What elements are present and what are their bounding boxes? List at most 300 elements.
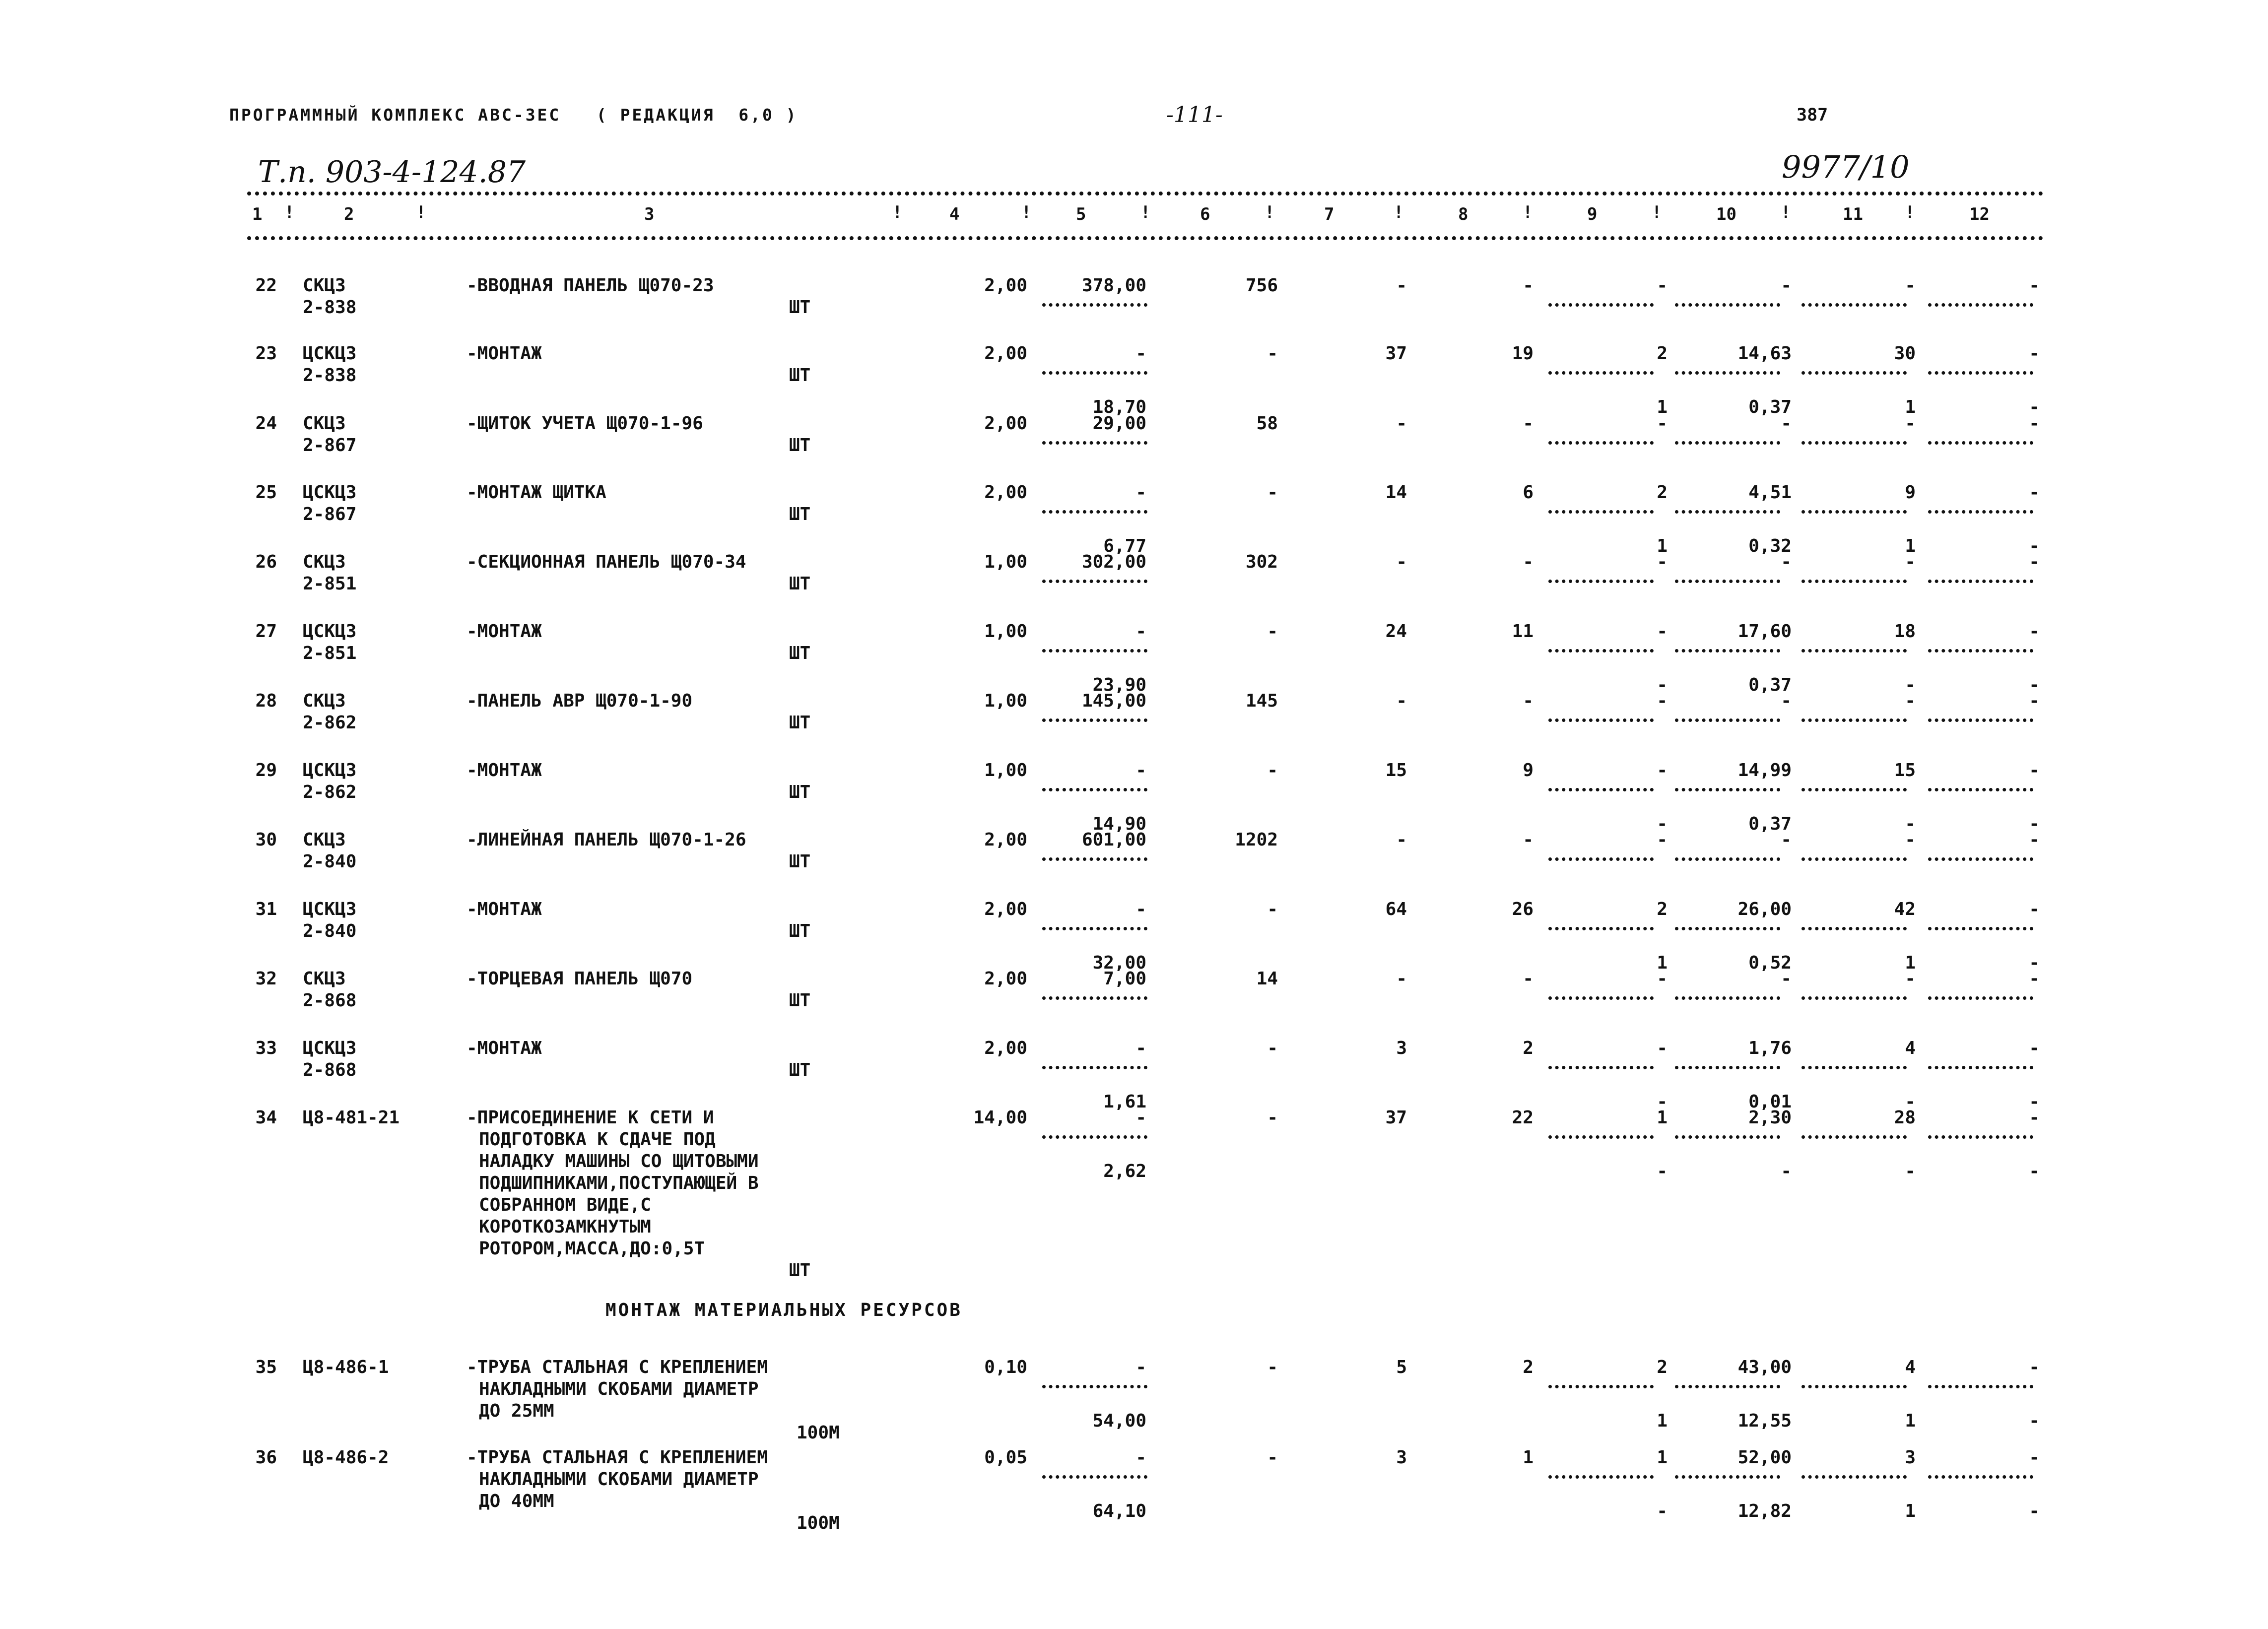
row-col8: 22 [1512,1108,1534,1128]
row-col5-top: - [1135,482,1146,503]
row-c12-top: - [2029,760,2040,781]
cell-divider [1675,857,1780,861]
row-c12-top: - [2029,899,2040,919]
row-c12-bottom: - [2029,1411,2040,1431]
row-c9-top: - [1657,830,1668,850]
row-col6: 756 [1245,275,1278,296]
row-description: ПОДШИПНИКАМИ,ПОСТУПАЮЩЕЙ В [479,1173,759,1193]
row-col5-top: - [1135,1038,1146,1058]
row-description: -МОНТАЖ [467,343,542,364]
cell-divider [1928,441,2033,445]
cell-divider [1928,649,2033,652]
column-separator: ! [416,202,426,222]
row-col6: 145 [1245,691,1278,711]
row-number: 29 [255,760,277,781]
column-number-11: 11 [1843,204,1863,224]
row-code-sub: 2-851 [303,643,357,663]
row-c10-bottom: 0,52 [1748,953,1792,973]
row-c10-bottom: - [1781,1161,1792,1181]
row-col5-top: - [1135,1447,1146,1468]
row-description: -ТРУБА СТАЛЬНАЯ С КРЕПЛЕНИЕМ [467,1447,768,1468]
row-c9-top: 2 [1657,899,1668,919]
row-c10-top: - [1781,830,1792,850]
row-number: 33 [255,1038,277,1058]
cell-divider [1548,1385,1654,1388]
row-code-sub: 2-862 [303,713,357,733]
row-col5-top: - [1135,760,1146,781]
row-col5-top: 145,00 [1081,691,1146,711]
row-unit: ШТ [789,504,811,524]
row-col7: 24 [1385,621,1407,642]
row-number: 30 [255,830,277,850]
row-number: 34 [255,1108,277,1128]
program-header: ПРОГРАММНЫЙ КОМПЛЕКС АВС-ЗЕС ( РЕДАКЦИЯ 6,0 ) [229,105,798,125]
row-col7: 37 [1385,1108,1407,1128]
row-c12-top: - [2029,1447,2040,1468]
column-separator: ! [1021,202,1032,222]
row-c9-top: 1 [1657,1108,1668,1128]
row-unit: ШТ [789,643,811,663]
cell-divider [1548,649,1654,652]
row-col7: 5 [1396,1357,1407,1377]
cell-divider [1675,510,1780,514]
row-c9-top: - [1657,691,1668,711]
cell-divider [1548,303,1654,307]
row-code: Ц8-486-2 [303,1447,389,1468]
column-separator: ! [892,202,903,222]
row-c10-bottom: 0,01 [1748,1092,1792,1112]
row-c11-bottom: 1 [1905,1501,1916,1521]
row-quantity: 2,00 [984,899,1027,919]
column-separator: ! [284,202,295,222]
row-col8: 26 [1512,899,1534,919]
row-description: НАКЛАДНЫМИ СКОБАМИ ДИАМЕТР [479,1469,759,1490]
row-c10-bottom: 12,82 [1737,1501,1792,1521]
cell-divider [1928,510,2033,514]
row-c11-top: 15 [1894,760,1916,781]
row-c11-top: - [1905,552,1916,572]
row-code-sub: 2-867 [303,435,357,456]
cell-divider [1801,303,1907,307]
document-number: 9977/10 [1782,149,1910,185]
row-c9-top: 2 [1657,1357,1668,1377]
row-description: -СЕКЦИОННАЯ ПАНЕЛЬ Щ070-34 [467,552,746,572]
row-col6: - [1267,1108,1278,1128]
row-col5-bottom: 32,00 [1092,953,1146,973]
row-code: ЦСКЦ3 [303,621,357,642]
row-number: 27 [255,621,277,642]
row-col8: 1 [1523,1447,1534,1468]
row-unit: ШТ [789,574,811,594]
row-c12-top: - [2029,1038,2040,1058]
cell-divider [1042,1385,1147,1388]
row-c10-top: - [1781,275,1792,296]
row-c10-bottom: 0,37 [1748,397,1792,417]
row-code-sub: 2-840 [303,851,357,872]
row-unit: ШТ [789,990,811,1011]
cell-divider [1801,510,1907,514]
row-unit: ШТ [789,782,811,802]
row-description: -МОНТАЖ [467,899,542,919]
cell-divider [1675,788,1780,791]
column-number-10: 10 [1716,204,1736,224]
row-c10-top: 2,30 [1748,1108,1792,1128]
row-col7: 15 [1385,760,1407,781]
column-separator: ! [1523,202,1533,222]
row-unit: ШТ [789,851,811,872]
column-separator: ! [1394,202,1404,222]
row-col5-top: - [1135,1108,1146,1128]
column-separator: ! [1905,202,1915,222]
cell-divider [1801,441,1907,445]
row-col6: 58 [1256,413,1278,434]
row-col5-bottom: 14,90 [1092,814,1146,834]
cell-divider [1675,441,1780,445]
row-col7: 3 [1396,1038,1407,1058]
row-col6: - [1267,343,1278,364]
row-col6: - [1267,1357,1278,1377]
cell-divider [1928,1066,2033,1069]
cell-divider [1675,580,1780,583]
row-quantity: 1,00 [984,552,1027,572]
cell-divider [1801,1385,1907,1388]
row-col7: - [1396,691,1407,711]
cell-divider [1548,1135,1654,1139]
row-col5-top: - [1135,343,1146,364]
row-c11-bottom: 1 [1905,536,1916,556]
cell-divider [1675,927,1780,930]
cell-divider [1548,996,1654,1000]
row-c11-top: 4 [1905,1038,1916,1058]
row-unit: ШТ [789,1260,811,1281]
row-c12-top: - [2029,691,2040,711]
row-col5-bottom: 54,00 [1092,1411,1146,1431]
row-c9-bottom: - [1657,1161,1668,1181]
row-col5-top: 29,00 [1092,413,1146,434]
row-c11-top: 30 [1894,343,1916,364]
column-separator: ! [1140,202,1151,222]
row-description: -ТРУБА СТАЛЬНАЯ С КРЕПЛЕНИЕМ [467,1357,768,1377]
cell-divider [1801,580,1907,583]
row-c10-top: 1,76 [1748,1038,1792,1058]
row-code-sub: 2-868 [303,1060,357,1080]
row-c10-top: 4,51 [1748,482,1792,503]
cell-divider [1801,857,1907,861]
column-separator: ! [1652,202,1662,222]
cell-divider [1548,1066,1654,1069]
row-col6: - [1267,760,1278,781]
row-c12-top: - [2029,413,2040,434]
row-description: -ЛИНЕЙНАЯ ПАНЕЛЬ Щ070-1-26 [467,830,746,850]
row-number: 32 [255,969,277,989]
cell-divider [1042,580,1147,583]
row-c10-bottom: 12,55 [1737,1411,1792,1431]
row-col5-bottom: 2,62 [1103,1161,1146,1181]
row-c9-top: 1 [1657,1447,1668,1468]
row-code: СКЦ3 [303,969,346,989]
row-number: 22 [255,275,277,296]
row-col8: 2 [1523,1038,1534,1058]
row-c9-top: 2 [1657,482,1668,503]
row-c12-bottom: - [2029,814,2040,834]
cell-divider [1548,857,1654,861]
cell-divider [1928,996,2033,1000]
row-col5-top: 7,00 [1103,969,1146,989]
cell-divider [1928,371,2033,375]
cell-divider [1042,1475,1147,1479]
row-code-sub: 2-868 [303,990,357,1011]
row-description: ПОДГОТОВКА К СДАЧЕ ПОД [479,1129,716,1150]
row-quantity: 0,05 [984,1447,1027,1468]
row-col7: 3 [1396,1447,1407,1468]
row-col5-top: 378,00 [1081,275,1146,296]
cell-divider [1042,1135,1147,1139]
cell-divider [1801,1066,1907,1069]
row-c9-bottom: - [1657,814,1668,834]
row-c9-top: - [1657,969,1668,989]
row-c10-top: 14,99 [1737,760,1792,781]
row-col5-top: 302,00 [1081,552,1146,572]
row-c12-top: - [2029,621,2040,642]
row-code-sub: 2-840 [303,921,357,941]
row-c12-top: - [2029,552,2040,572]
cell-divider [1548,371,1654,375]
row-c12-top: - [2029,969,2040,989]
row-col7: 14 [1385,482,1407,503]
row-number: 26 [255,552,277,572]
row-c11-top: - [1905,275,1916,296]
column-number-9: 9 [1587,204,1598,224]
row-c10-bottom: 0,37 [1748,814,1792,834]
row-c10-top: 14,63 [1737,343,1792,364]
row-col5-top: - [1135,621,1146,642]
row-c11-top: - [1905,413,1916,434]
row-c9-bottom: - [1657,1092,1668,1112]
row-c10-top: 43,00 [1737,1357,1792,1377]
row-col7: - [1396,413,1407,434]
row-quantity: 1,00 [984,621,1027,642]
row-col7: - [1396,275,1407,296]
row-c10-bottom: 0,37 [1748,675,1792,695]
row-c10-top: - [1781,413,1792,434]
cell-divider [1042,649,1147,652]
row-c11-top: - [1905,969,1916,989]
row-col6: - [1267,1038,1278,1058]
row-code-sub: 2-862 [303,782,357,802]
row-c11-top: 42 [1894,899,1916,919]
row-code: СКЦ3 [303,830,346,850]
cell-divider [1801,1135,1907,1139]
row-code: ЦСКЦ3 [303,343,357,364]
cell-divider [1042,927,1147,930]
row-col8: - [1523,275,1534,296]
row-quantity: 2,00 [984,830,1027,850]
cell-divider [1801,996,1907,1000]
cell-divider [1675,718,1780,722]
cell-divider [1675,303,1780,307]
row-description: ДО 40ММ [479,1491,554,1511]
row-quantity: 2,00 [984,413,1027,434]
row-quantity: 2,00 [984,482,1027,503]
column-number-2: 2 [344,204,354,224]
row-c12-bottom: - [2029,536,2040,556]
row-c11-bottom: - [1905,1092,1916,1112]
row-c10-top: - [1781,969,1792,989]
row-number: 23 [255,343,277,364]
column-separator: ! [1781,202,1791,222]
row-description: СОБРАННОМ ВИДЕ,С [479,1195,651,1215]
row-code: ЦСКЦ3 [303,760,357,781]
row-col8: - [1523,413,1534,434]
cell-divider [1801,718,1907,722]
cell-divider [1801,927,1907,930]
cell-divider [1801,371,1907,375]
cell-divider [1928,857,2033,861]
cell-divider [1548,441,1654,445]
cell-divider [1548,788,1654,791]
row-description: НАКЛАДНЫМИ СКОБАМИ ДИАМЕТР [479,1379,759,1399]
row-col8: - [1523,552,1534,572]
row-c9-bottom: - [1657,1501,1668,1521]
row-c11-bottom: - [1905,1161,1916,1181]
row-col8: 6 [1523,482,1534,503]
column-number-3: 3 [644,204,655,224]
row-c9-top: - [1657,760,1668,781]
row-c11-top: - [1905,830,1916,850]
row-code: ЦСКЦ3 [303,899,357,919]
row-description: -ЩИТОК УЧЕТА Щ070-1-96 [467,413,703,434]
row-col6: 1202 [1235,830,1278,850]
row-c11-bottom: 1 [1905,953,1916,973]
row-col7: - [1396,552,1407,572]
row-c12-bottom: - [2029,1501,2040,1521]
row-code: СКЦ3 [303,413,346,434]
cell-divider [1928,788,2033,791]
cell-divider [1675,649,1780,652]
column-number-12: 12 [1969,204,1990,224]
row-c9-top: - [1657,621,1668,642]
row-c10-top: 26,00 [1737,899,1792,919]
row-unit: ШТ [789,297,811,318]
cell-divider [1928,718,2033,722]
row-description: -МОНТАЖ [467,621,542,642]
cell-divider [1928,303,2033,307]
row-quantity: 2,00 [984,969,1027,989]
row-code: СКЦ3 [303,552,346,572]
row-number: 35 [255,1357,277,1377]
column-separator: ! [1265,202,1275,222]
row-quantity: 0,10 [984,1357,1027,1377]
row-c10-top: - [1781,552,1792,572]
row-c11-top: 28 [1894,1108,1916,1128]
row-number: 31 [255,899,277,919]
cell-divider [1928,580,2033,583]
row-col7: 37 [1385,343,1407,364]
row-c12-bottom: - [2029,1092,2040,1112]
row-c11-bottom: - [1905,675,1916,695]
row-col8: 2 [1523,1357,1534,1377]
row-c10-top: 52,00 [1737,1447,1792,1468]
page-number: 387 [1797,105,1828,125]
row-col8: 19 [1512,343,1534,364]
row-col5-top: - [1135,899,1146,919]
cell-divider [1675,1385,1780,1388]
row-quantity: 1,00 [984,760,1027,781]
row-col8: - [1523,691,1534,711]
row-col8: - [1523,969,1534,989]
row-col5-bottom: 64,10 [1092,1501,1146,1521]
row-c9-bottom: 1 [1657,953,1668,973]
row-c11-bottom: 1 [1905,1411,1916,1431]
cell-divider [1801,788,1907,791]
row-c11-top: 18 [1894,621,1916,642]
row-c10-top: 17,60 [1737,621,1792,642]
row-c12-top: - [2029,275,2040,296]
cell-divider [1548,1475,1654,1479]
row-code-sub: 2-867 [303,504,357,524]
row-description: -ПАНЕЛЬ АВР Щ070-1-90 [467,691,693,711]
cell-divider [1548,927,1654,930]
row-c9-bottom: - [1657,675,1668,695]
cell-divider [1675,996,1780,1000]
row-c12-top: - [2029,343,2040,364]
row-col6: - [1267,899,1278,919]
row-col6: - [1267,482,1278,503]
cell-divider [1801,1475,1907,1479]
row-description: НАЛАДКУ МАШИНЫ СО ЩИТОВЫМИ [479,1151,759,1172]
row-description: -МОНТАЖ [467,1038,542,1058]
row-unit: 100М [797,1423,840,1443]
row-c9-top: - [1657,1038,1668,1058]
row-c11-top: 4 [1905,1357,1916,1377]
row-c11-bottom: - [1905,814,1916,834]
row-c12-top: - [2029,1357,2040,1377]
row-col8: - [1523,830,1534,850]
section-title: МОНТАЖ МАТЕРИАЛЬНЫХ РЕСУРСОВ [605,1300,962,1320]
row-unit: 100М [797,1513,840,1533]
cell-divider [1928,1385,2033,1388]
row-quantity: 2,00 [984,275,1027,296]
cell-divider [1548,580,1654,583]
project-reference: Т.п. 903-4-124.87 [258,155,526,190]
row-quantity: 2,00 [984,1038,1027,1058]
row-number: 24 [255,413,277,434]
row-quantity: 14,00 [973,1108,1027,1128]
cell-divider [1548,718,1654,722]
cell-divider [1928,927,2033,930]
row-code: Ц8-481-21 [303,1108,400,1128]
column-number-8: 8 [1458,204,1468,224]
row-c9-top: - [1657,413,1668,434]
row-c9-top: 2 [1657,343,1668,364]
row-col5-bottom: 23,90 [1092,675,1146,695]
row-col6: - [1267,1447,1278,1468]
row-c12-top: - [2029,482,2040,503]
row-unit: ШТ [789,435,811,456]
row-c10-top: - [1781,691,1792,711]
row-unit: ШТ [789,713,811,733]
cell-divider [1042,441,1147,445]
row-description: -МОНТАЖ [467,760,542,781]
row-c11-top: 3 [1905,1447,1916,1468]
row-col7: - [1396,830,1407,850]
row-code: ЦСКЦ3 [303,1038,357,1058]
row-description: ДО 25ММ [479,1401,554,1421]
row-code: СКЦ3 [303,275,346,296]
row-quantity: 1,00 [984,691,1027,711]
row-description: -МОНТАЖ ЩИТКА [467,482,606,503]
row-unit: ШТ [789,365,811,386]
